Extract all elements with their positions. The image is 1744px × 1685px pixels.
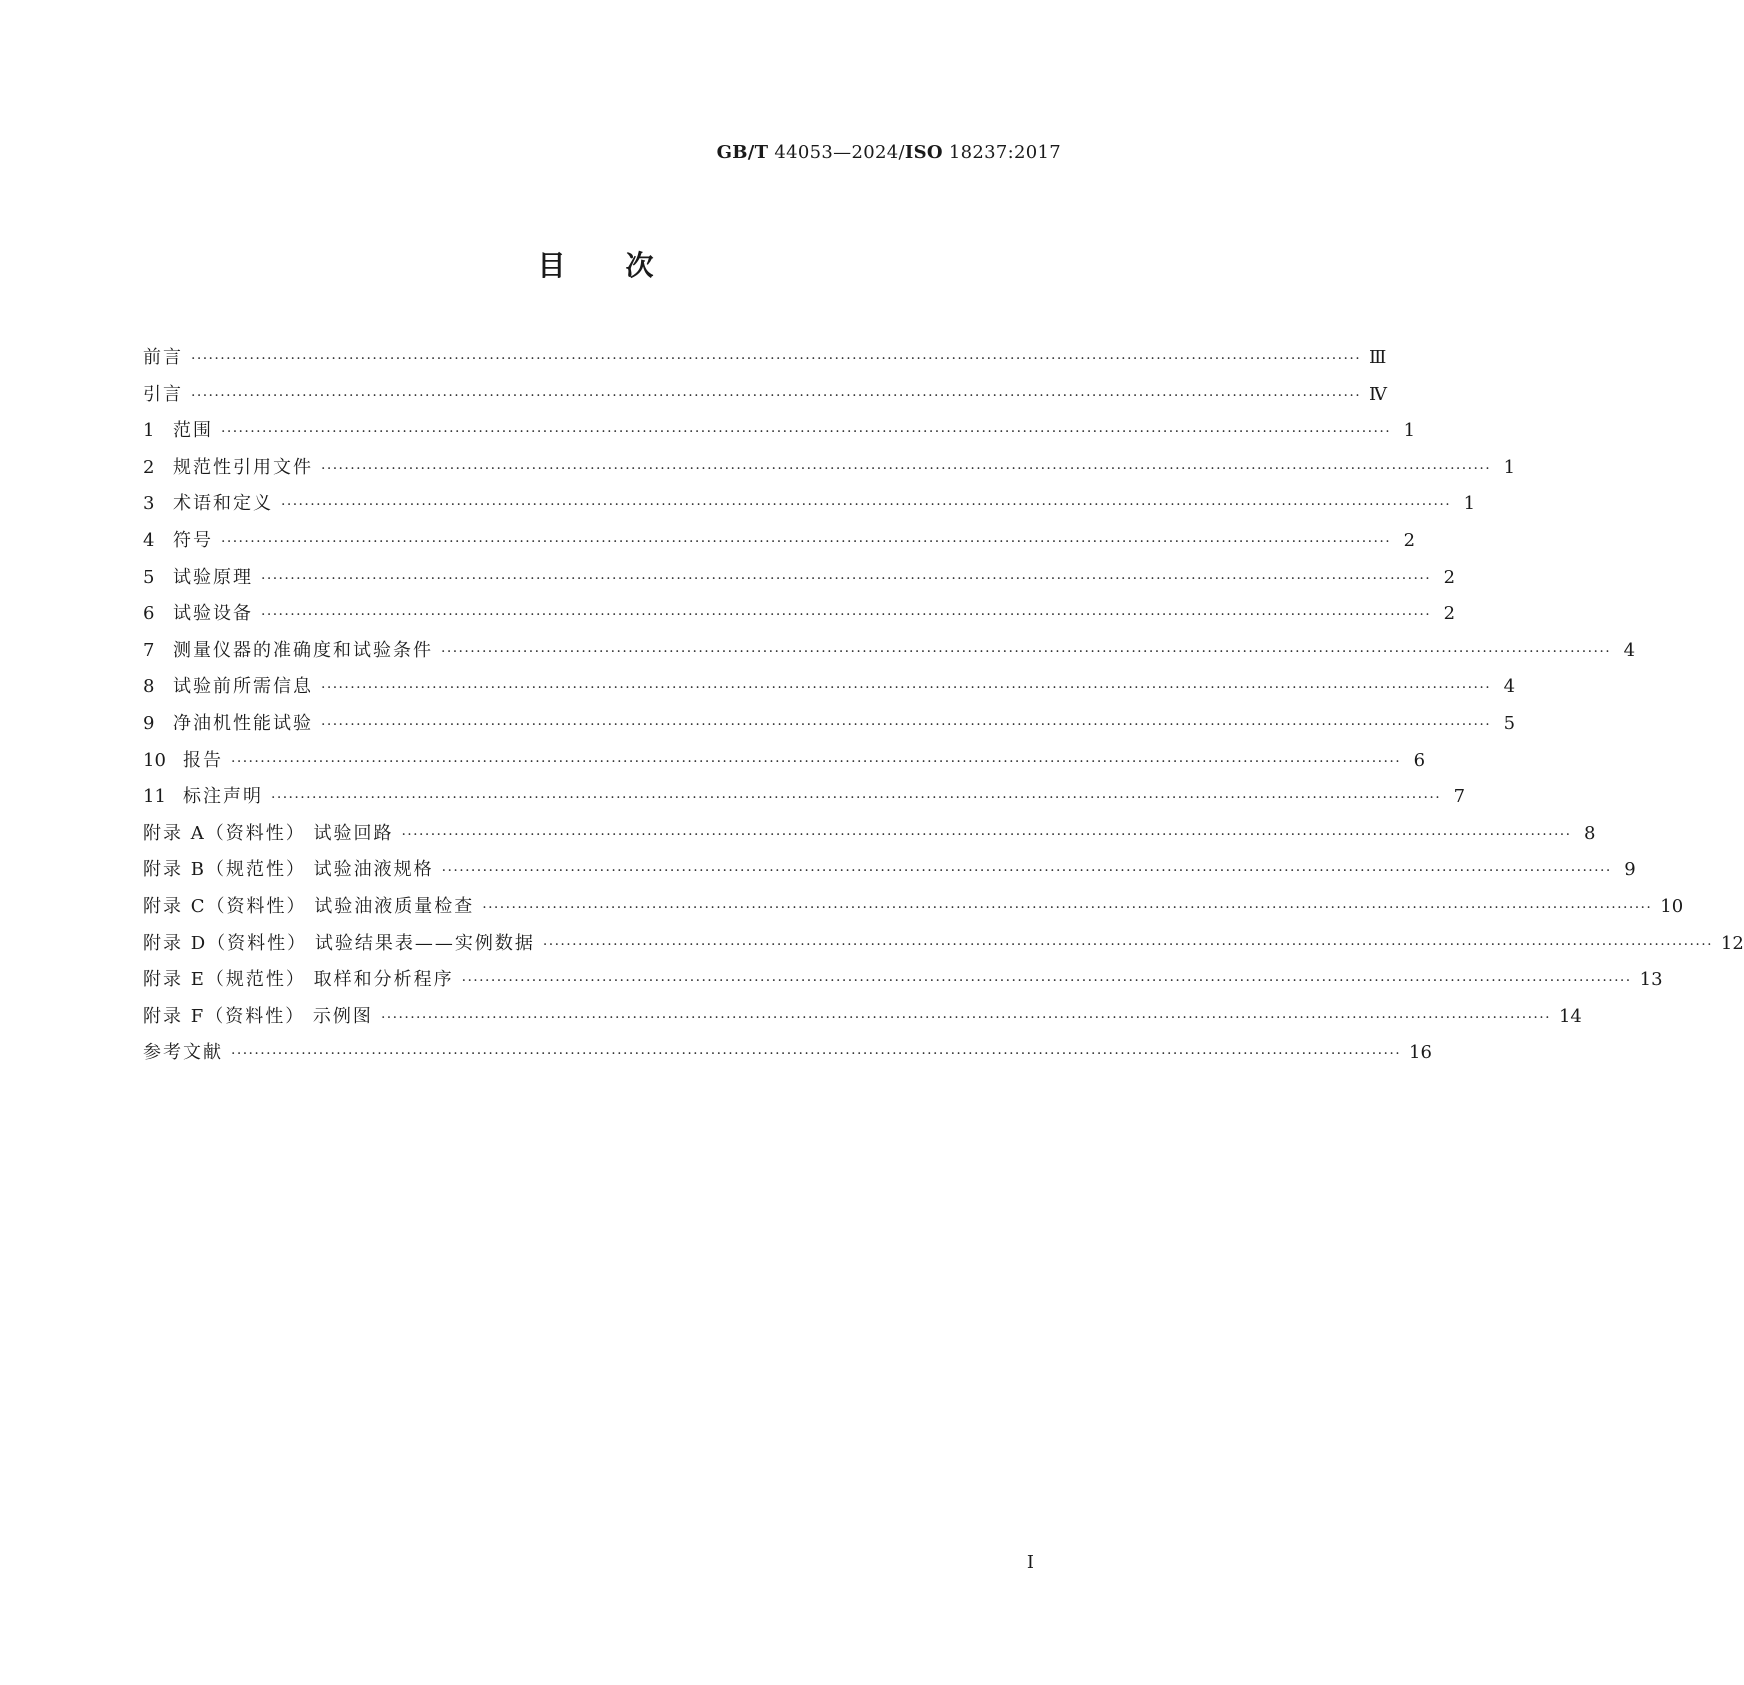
- toc-entry-label: [143, 560, 253, 597]
- toc-entry-title: 附录 F（资料性） 示例图: [143, 1005, 373, 1027]
- toc-entry-title: 净油机性能试验: [173, 712, 313, 734]
- table-of-contents: [143, 340, 1744, 1072]
- toc-entry-label: [143, 523, 213, 560]
- toc-entry-label: [143, 413, 213, 450]
- toc-entry-label: [143, 816, 393, 853]
- toc-leader-dots: ········································································································································································································: [221, 424, 1392, 441]
- toc-leader-dots: ········································································································································································································: [401, 826, 1572, 843]
- toc-entry-page: 2: [1403, 529, 1416, 551]
- toc-entry-title: 测量仪器的准确度和试验条件: [173, 639, 433, 661]
- toc-entry-number: 1: [143, 420, 155, 442]
- standard-code-iso: ISO: [904, 142, 943, 163]
- toc-entry-page: Ⅳ: [1369, 383, 1388, 405]
- toc-entry-title: 符号: [173, 529, 213, 551]
- toc-entry[interactable]: [143, 962, 1663, 999]
- toc-entry-title: 参考文献: [143, 1042, 223, 1064]
- toc-leader-dots: ········································································································································································································: [542, 936, 1713, 953]
- toc-entry[interactable]: [143, 852, 1636, 889]
- toc-entry-number: 7: [143, 639, 155, 661]
- toc-entry-title: 标注声明: [183, 786, 263, 808]
- toc-entry-title: 附录 E（规范性） 取样和分析程序: [143, 969, 454, 991]
- toc-entry-page: 1: [1403, 420, 1416, 442]
- toc-entry-label: [143, 779, 263, 816]
- toc-entry-label: [143, 706, 313, 743]
- toc-entry-title: 报告: [183, 749, 223, 771]
- toc-leader-dots: ········································································································································································································: [482, 899, 1653, 916]
- toc-leader-dots: ········································································································································································································: [380, 1009, 1551, 1026]
- toc-leader-dots: ········································································································································································································: [441, 863, 1612, 880]
- toc-leader-dots: ········································································································································································································: [261, 607, 1432, 624]
- toc-entry-label: [143, 377, 183, 414]
- toc-entry-page: 16: [1409, 1042, 1432, 1064]
- toc-entry[interactable]: [143, 560, 1456, 597]
- standard-code: [717, 142, 1061, 163]
- toc-entry[interactable]: [143, 340, 1387, 377]
- toc-entry-label: [143, 852, 434, 889]
- page-number: I: [1026, 1552, 1034, 1573]
- toc-entry-label: [143, 633, 433, 670]
- toc-entry-page: Ⅲ: [1369, 347, 1387, 368]
- toc-entry-page: 1: [1463, 493, 1476, 515]
- toc-entry-label: [143, 669, 313, 706]
- standard-code-iso-number: 18237:2017: [942, 142, 1061, 163]
- toc-entry-number: 11: [143, 786, 166, 808]
- toc-entry-label: [143, 743, 223, 780]
- toc-entry[interactable]: [143, 706, 1516, 743]
- toc-entry-page: 7: [1453, 786, 1466, 808]
- toc-entry-title: 试验原理: [173, 566, 253, 588]
- toc-entry-page: 10: [1660, 895, 1684, 917]
- toc-entry-label: [143, 962, 454, 999]
- toc-entry-page: 4: [1503, 676, 1516, 698]
- toc-entry-number: 10: [143, 749, 166, 771]
- toc-entry[interactable]: [143, 633, 1636, 670]
- toc-leader-dots: ········································································································································································································: [261, 570, 1432, 587]
- toc-entry-title: 范围: [173, 420, 213, 442]
- toc-entry-title: 附录 A（资料性） 试验回路: [143, 822, 394, 844]
- toc-entry-label: [143, 1035, 223, 1072]
- toc-entry-title: 引言: [143, 383, 183, 405]
- toc-entry-page: 2: [1443, 603, 1456, 625]
- toc-entry-page: 2: [1443, 566, 1456, 588]
- toc-entry[interactable]: [143, 999, 1582, 1036]
- toc-entry-label: [143, 340, 183, 377]
- toc-entry-number: 6: [143, 603, 155, 625]
- toc-entry-title: 附录 C（资料性） 试验油液质量检查: [143, 895, 475, 917]
- toc-entry[interactable]: [143, 596, 1456, 633]
- toc-leader-dots: ········································································································································································································: [191, 387, 1362, 404]
- toc-entry-page: 1: [1503, 456, 1516, 478]
- toc-entry-title: 术语和定义: [173, 493, 273, 515]
- toc-entry-page: 14: [1558, 1005, 1582, 1027]
- toc-leader-dots: ········································································································································································································: [271, 790, 1442, 807]
- toc-entry-title: 规范性引用文件: [173, 456, 313, 478]
- toc-entry-title: 试验设备: [173, 603, 253, 625]
- toc-entry[interactable]: [143, 523, 1416, 560]
- toc-entry-title: 附录 D（资料性） 试验结果表——实例数据: [143, 932, 535, 954]
- toc-entry[interactable]: [143, 486, 1476, 523]
- toc-entry-page: 13: [1639, 969, 1663, 991]
- toc-entry-number: 3: [143, 493, 155, 515]
- toc-entry-number: 9: [143, 712, 155, 734]
- toc-entry[interactable]: [143, 926, 1744, 963]
- toc-leader-dots: ········································································································································································································: [321, 460, 1492, 477]
- toc-entry-number: 8: [143, 676, 155, 698]
- toc-entry[interactable]: [143, 743, 1426, 780]
- toc-entry-label: [143, 450, 313, 487]
- toc-entry-number: 4: [143, 529, 155, 551]
- toc-entry-page: 4: [1623, 639, 1636, 661]
- toc-entry[interactable]: [143, 1035, 1432, 1072]
- toc-leader-dots: ········································································································································································································: [321, 680, 1492, 697]
- toc-entry[interactable]: [143, 889, 1684, 926]
- toc-entry-page: 5: [1503, 712, 1516, 734]
- toc-leader-dots: ········································································································································································································: [191, 351, 1362, 367]
- toc-leader-dots: ········································································································································································································: [441, 643, 1612, 660]
- standard-code-prefix: GB/T: [716, 142, 769, 163]
- standard-code-number: 44053—2024/: [768, 142, 905, 163]
- toc-entry-number: 2: [143, 456, 155, 478]
- toc-leader-dots: ········································································································································································································: [281, 497, 1452, 514]
- toc-entry-title: 附录 B（规范性） 试验油液规格: [143, 859, 434, 881]
- page-title: 目次: [537, 249, 714, 282]
- toc-entry-label: [143, 889, 474, 926]
- toc-entry[interactable]: [143, 816, 1596, 853]
- toc-entry[interactable]: [143, 669, 1516, 706]
- toc-entry-page: 8: [1584, 822, 1596, 844]
- toc-entry-label: [143, 596, 253, 633]
- toc-entry[interactable]: [143, 377, 1388, 414]
- toc-entry-title: 前言: [143, 347, 183, 368]
- toc-leader-dots: ········································································································································································································: [231, 753, 1402, 770]
- toc-entry-label: [143, 926, 535, 963]
- toc-entry-page: 6: [1413, 749, 1426, 771]
- toc-leader-dots: ········································································································································································································: [221, 533, 1392, 550]
- toc-entry[interactable]: [143, 450, 1516, 487]
- toc-entry-page: 9: [1624, 859, 1636, 881]
- toc-entry-label: [143, 486, 273, 523]
- toc-entry[interactable]: [143, 779, 1466, 816]
- toc-entry-label: [143, 999, 373, 1036]
- toc-entry-page: 12: [1720, 932, 1744, 954]
- toc-leader-dots: ········································································································································································································: [231, 1046, 1402, 1063]
- toc-entry-title: 试验前所需信息: [173, 676, 313, 698]
- toc-entry-number: 5: [143, 566, 155, 588]
- toc-entry[interactable]: [143, 413, 1416, 450]
- toc-leader-dots: ········································································································································································································: [461, 973, 1632, 990]
- toc-leader-dots: ········································································································································································································: [321, 716, 1492, 733]
